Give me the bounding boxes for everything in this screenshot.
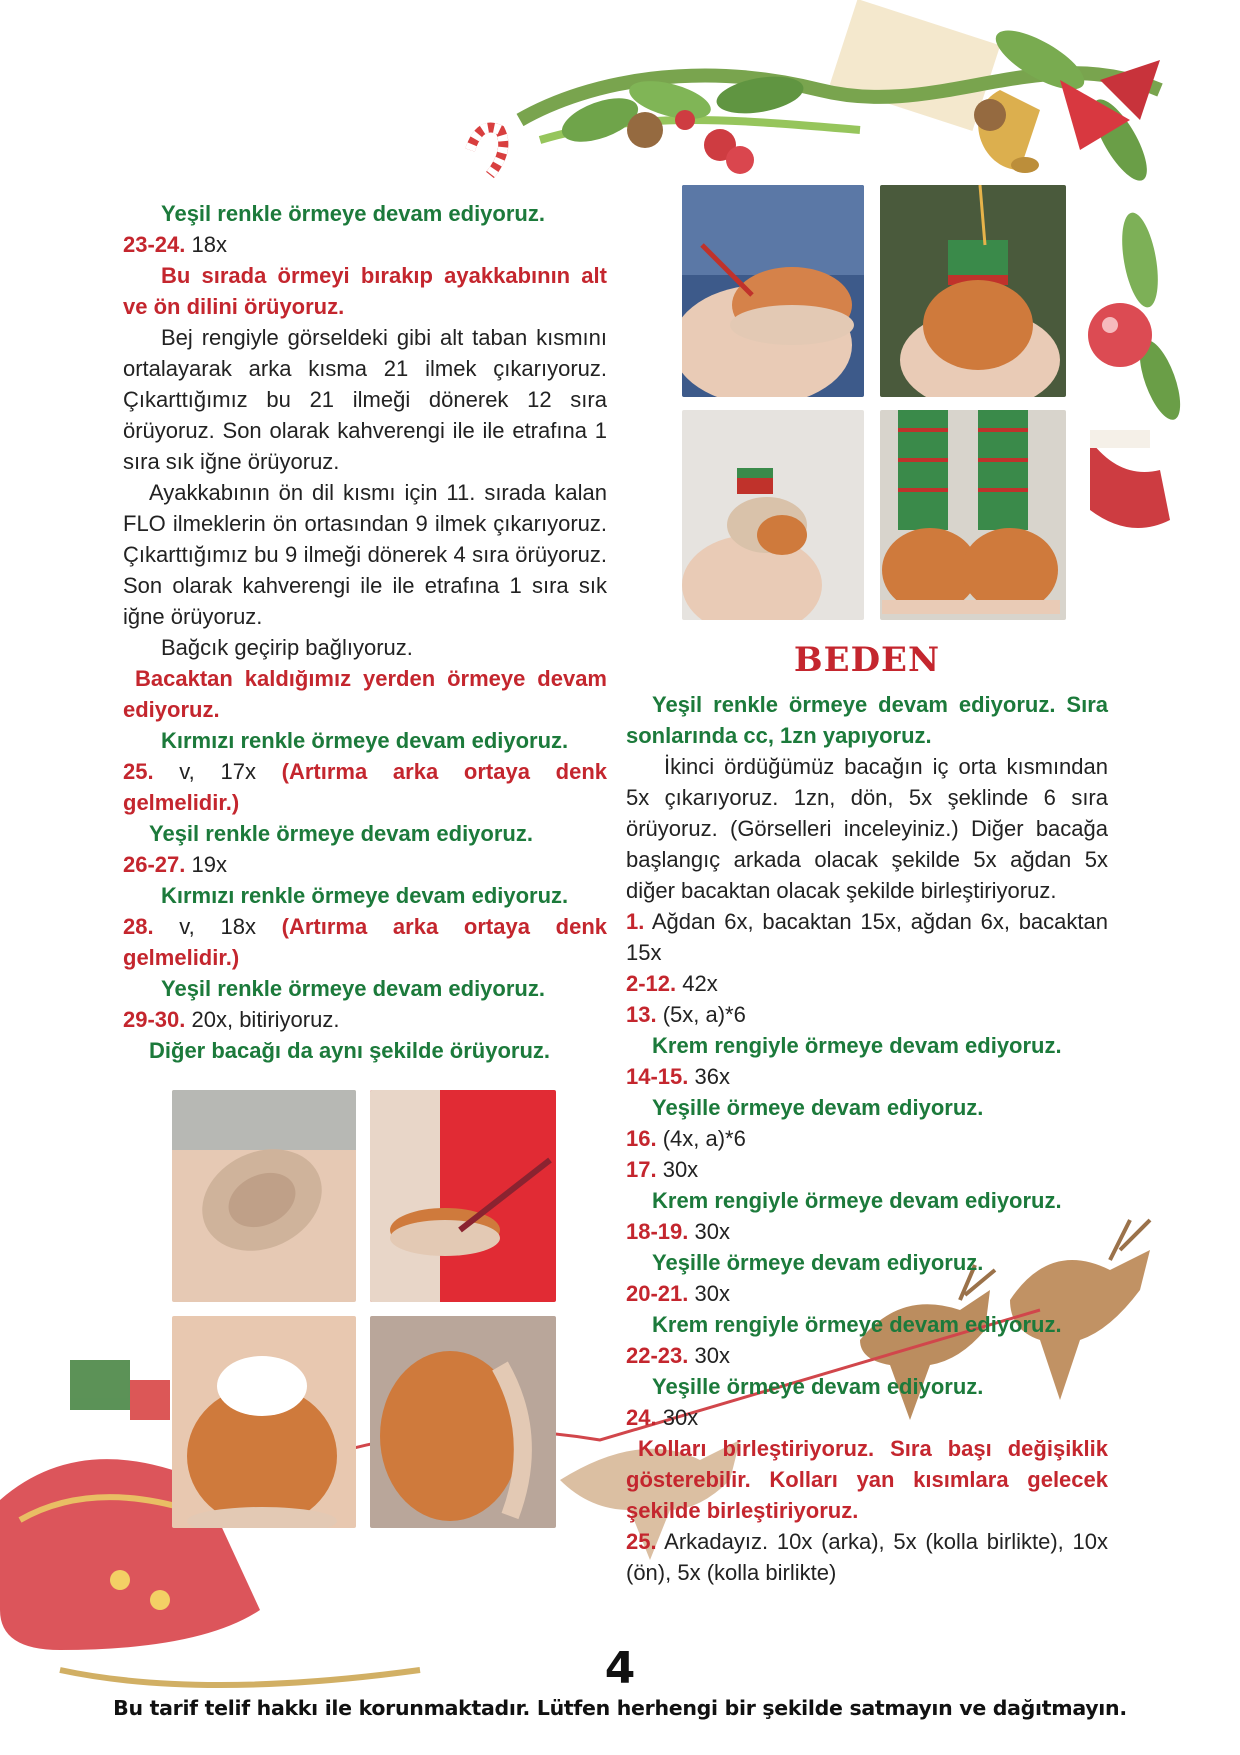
instruction-text: 19x <box>185 852 227 877</box>
paragraph <box>123 322 607 477</box>
right-column-text <box>626 689 1108 1588</box>
row-number: 24. <box>626 1405 657 1430</box>
row-number: 16. <box>626 1126 657 1151</box>
paragraph <box>123 477 607 632</box>
page-number: 4 <box>604 1643 636 1694</box>
row-number: 20-21. <box>626 1281 689 1306</box>
instruction-highlight: Krem rengiyle örmeye devam ediyoruz. <box>652 1188 1062 1213</box>
instruction-text: 30x <box>688 1343 730 1368</box>
instruction-text: 20x, bitiriyoruz. <box>185 1007 340 1032</box>
instruction-highlight: Yeşille örmeye devam ediyoruz. <box>652 1250 984 1275</box>
paragraph <box>123 198 607 229</box>
instruction-text: (5x, a)*6 <box>656 1002 746 1027</box>
paragraph <box>123 725 607 756</box>
instruction-highlight: Krem rengiyle örmeye devam ediyoruz. <box>652 1312 1062 1337</box>
instruction-highlight: Yeşille örmeye devam ediyoruz. <box>652 1095 984 1120</box>
instruction-text: Ağdan 6x, bacaktan 15x, ağdan 6x, bacaktan 15x <box>626 909 1108 965</box>
photo-sole-red-bg <box>370 1090 556 1302</box>
instruction-text: 18x <box>185 232 227 257</box>
paragraph <box>626 1340 1108 1371</box>
row-number: 14-15. <box>626 1064 689 1089</box>
paragraph <box>626 968 1108 999</box>
instruction-text: 30x <box>656 1157 699 1182</box>
paragraph <box>626 1092 1108 1123</box>
instruction-highlight: (Artırma arka ortaya denk gelmelidir.) <box>123 914 607 970</box>
instruction-text: Ayakkabının ön dil kısmı için 11. sırada kalan FLO ilmeklerin ön ortasından 9 ilmek çıkarıyoruz. Çıkarttığımız bu 9 ilmeği dönerek 4 sıra örüyoruz. Son olarak kahverengi ile ile etrafına 1 sıra sık iğne örüyoruz. <box>123 480 607 629</box>
instruction-highlight: Bacaktan kaldığımız yerden örmeye devam ediyoruz. <box>123 666 607 722</box>
photo-shoe-stuffed <box>172 1316 356 1528</box>
paragraph <box>626 1526 1108 1588</box>
paragraph <box>626 1309 1108 1340</box>
row-number: 18-19. <box>626 1219 689 1244</box>
instruction-highlight: Yeşil renkle örmeye devam ediyoruz. Sıra sonlarında cc, 1zn yapıyoruz. <box>626 692 1108 748</box>
paragraph <box>626 1433 1108 1526</box>
paragraph <box>626 689 1108 751</box>
row-number: 29-30. <box>123 1007 186 1032</box>
instruction-highlight: Diğer bacağı da aynı şekilde örüyoruz. <box>149 1038 551 1063</box>
paragraph <box>123 911 607 973</box>
row-number: 22-23. <box>626 1343 689 1368</box>
paragraph <box>626 1278 1108 1309</box>
paragraph <box>123 632 607 663</box>
paragraph <box>626 1185 1108 1216</box>
paragraph <box>123 818 607 849</box>
paragraph <box>626 1402 1108 1433</box>
row-number: 13. <box>626 1002 657 1027</box>
paragraph <box>626 1154 1108 1185</box>
copyright-footer: Bu tarif telif hakkı ile korunmaktadır. Lütfen herhengi bir şekilde satmayın ve dağıtmayın. <box>113 1696 1127 1720</box>
instruction-highlight: (Artırma arka ortaya denk gelmelidir.) <box>123 759 607 815</box>
instruction-highlight: Yeşil renkle örmeye devam ediyoruz. <box>161 976 545 1001</box>
photo-two-legs-shoes <box>880 410 1066 620</box>
paragraph <box>626 751 1108 906</box>
row-number: 1. <box>626 909 645 934</box>
instruction-text: 30x <box>688 1281 730 1306</box>
paragraph <box>123 973 607 1004</box>
row-number: 2-12. <box>626 971 677 996</box>
instruction-highlight: Yeşil renkle örmeye devam ediyoruz. <box>149 821 533 846</box>
instruction-text: Bağcık geçirip bağlıyoruz. <box>161 635 413 660</box>
instruction-text: 42x <box>676 971 718 996</box>
instruction-text: v, 18x <box>153 914 282 939</box>
paragraph <box>123 663 607 725</box>
paragraph <box>123 229 607 260</box>
row-number: 17. <box>626 1157 657 1182</box>
paragraph <box>626 1123 1108 1154</box>
photo-shoe-side <box>682 410 864 620</box>
row-number: 28. <box>123 914 154 939</box>
instruction-highlight: Bu sırada örmeyi bırakıp ayakkabının alt ve ön dilini örüyoruz. <box>123 263 607 319</box>
photo-shoe-sole-hook <box>682 185 864 397</box>
row-number: 23-24. <box>123 232 186 257</box>
instruction-highlight: Yeşil renkle örmeye devam ediyoruz. <box>161 201 545 226</box>
instruction-highlight: Yeşille örmeye devam ediyoruz. <box>652 1374 984 1399</box>
paragraph <box>123 1035 607 1066</box>
row-number: 25. <box>626 1529 657 1554</box>
section-heading: BEDEN <box>793 640 941 680</box>
row-number: 26-27. <box>123 852 186 877</box>
row-number: 25. <box>123 759 154 784</box>
paragraph <box>626 1216 1108 1247</box>
instruction-highlight: Krem rengiyle örmeye devam ediyoruz. <box>652 1033 1062 1058</box>
instruction-text: (4x, a)*6 <box>656 1126 746 1151</box>
instruction-text: Bej rengiyle görseldeki gibi alt taban kısmını ortalayarak arka kısma 21 ilmek çıkarıyoruz. Çıkarttığımız bu 21 ilmeği dönerek 12 sıra örüyoruz. Son olarak kahverengi ile ile etrafına 1 sıra sık iğne örüyoruz. <box>123 325 607 474</box>
instruction-text: İkinci ördüğümüz bacağın iç orta kısmından 5x çıkarıyoruz. 1zn, dön, 5x şeklinde 6 sıra örüyoruz. (Görselleri inceleyiniz.) Diğer bacağa başlangıç arkada olacak şekilde 5x ağdan 5x diğer bacaktan olacak şekilde birleştiriyoruz. <box>626 754 1108 903</box>
instruction-text: 30x <box>688 1219 730 1244</box>
paragraph <box>123 756 607 818</box>
paragraph <box>626 999 1108 1030</box>
instruction-text: 30x <box>656 1405 699 1430</box>
photo-shoe-back <box>370 1316 556 1528</box>
photo-beige-sole <box>172 1090 356 1302</box>
paragraph <box>626 1371 1108 1402</box>
instruction-text: 36x <box>688 1064 730 1089</box>
paragraph <box>626 906 1108 968</box>
paragraph <box>123 1004 607 1035</box>
instruction-highlight: Kolları birleştiriyoruz. Sıra başı değişiklik gösterebilir. Kolları yan kısımlara gelecek şekilde birleştiriyoruz. <box>626 1436 1108 1523</box>
photo-shoe-green-top <box>880 185 1066 397</box>
instruction-highlight: Kırmızı renkle örmeye devam ediyoruz. <box>161 883 569 908</box>
paragraph <box>626 1030 1108 1061</box>
paragraph <box>626 1247 1108 1278</box>
paragraph <box>626 1061 1108 1092</box>
paragraph <box>123 849 607 880</box>
instruction-highlight: Kırmızı renkle örmeye devam ediyoruz. <box>161 728 569 753</box>
paragraph <box>123 880 607 911</box>
instruction-text: v, 17x <box>153 759 282 784</box>
paragraph <box>123 260 607 322</box>
instruction-text: Arkadayız. 10x (arka), 5x (kolla birlikte), 10x (ön), 5x (kolla birlikte) <box>626 1529 1108 1585</box>
left-column-text <box>123 198 607 1066</box>
